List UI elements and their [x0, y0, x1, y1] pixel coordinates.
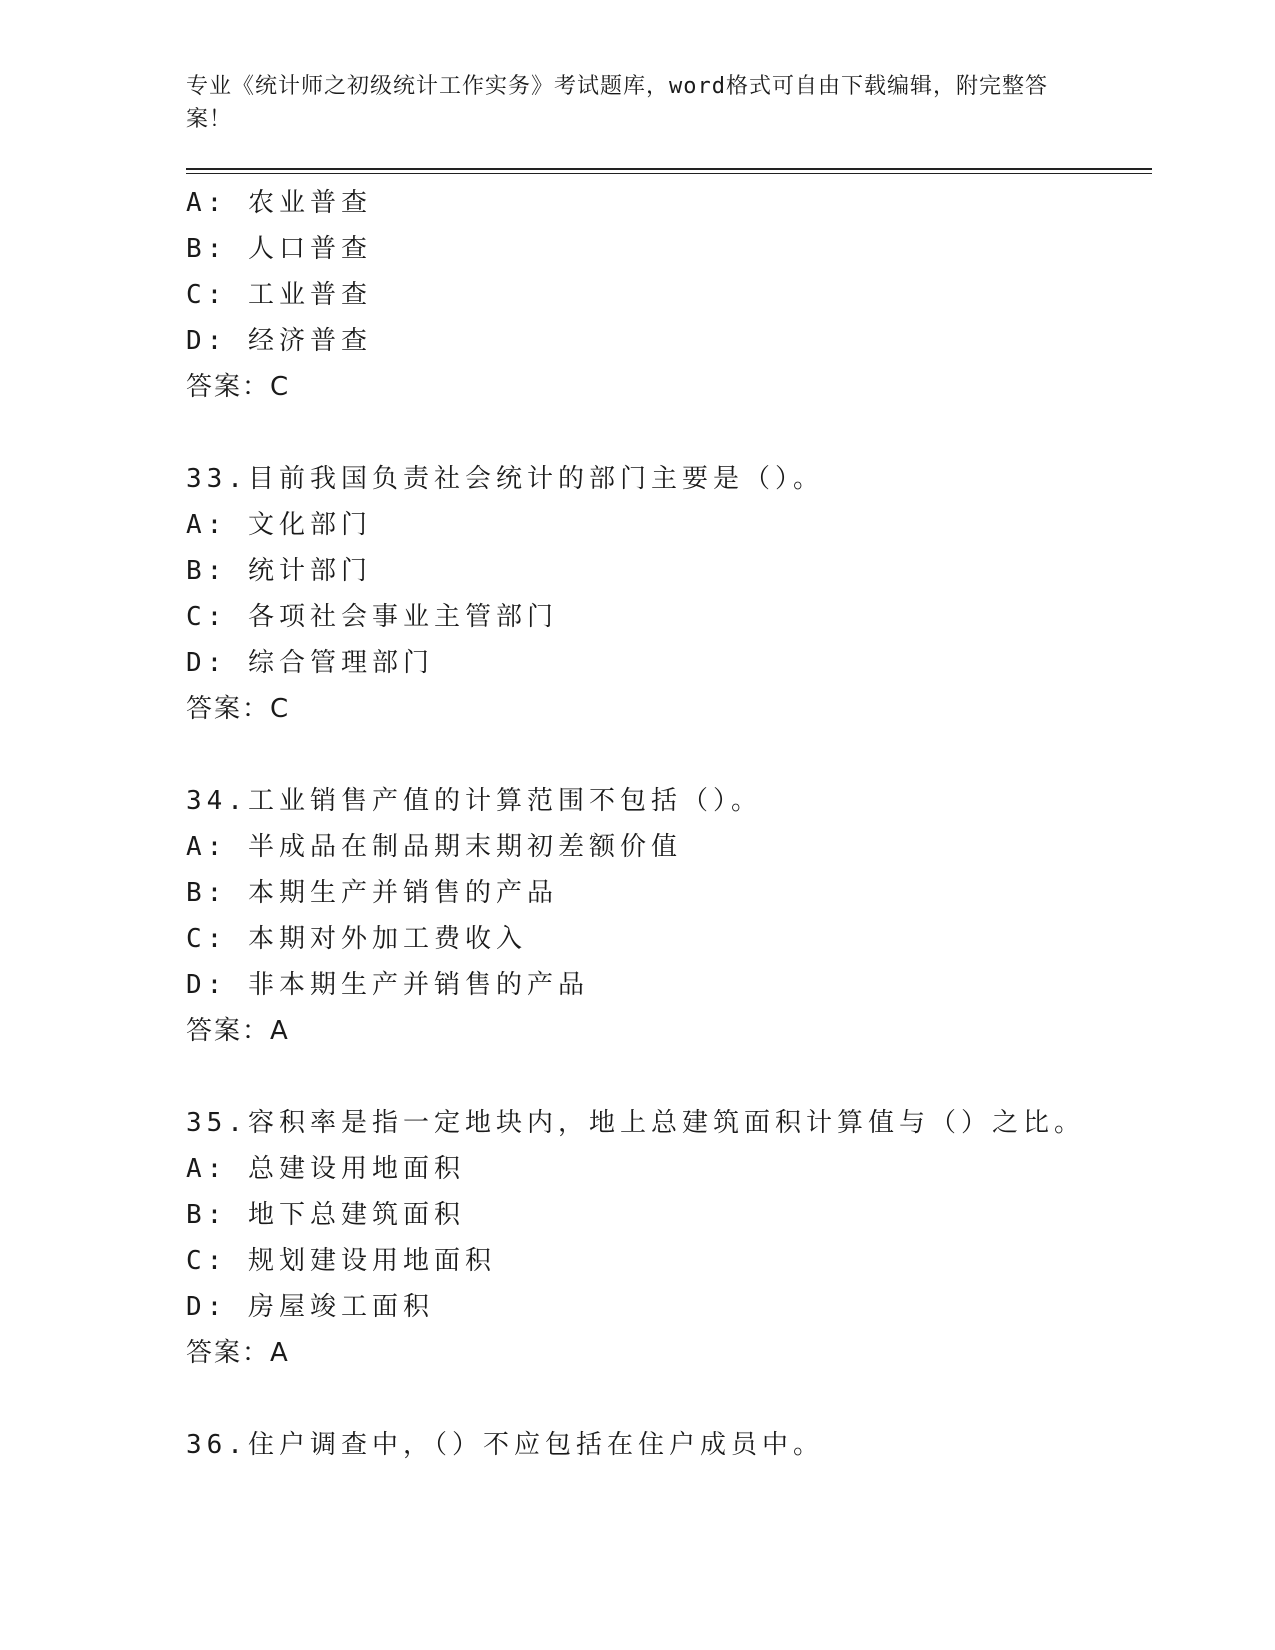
question-stem: 34.工业销售产值的计算范围不包括（）。 — [186, 786, 762, 816]
question-stem: 36.住户调查中，（）不应包括在住户成员中。 — [186, 1430, 824, 1460]
question-33 — [186, 456, 1152, 732]
question-35 — [186, 1100, 1152, 1376]
question-32-tail — [186, 180, 1152, 410]
option-a: A: 半成品在制品期末期初差额价值 — [186, 832, 682, 862]
question-stem: 33.目前我国负责社会统计的部门主要是（）。 — [186, 464, 824, 494]
question-36 — [186, 1422, 1152, 1468]
answer-line: 答案：C — [186, 372, 291, 402]
option-a: A: 总建设用地面积 — [186, 1154, 465, 1184]
option-d: D: 非本期生产并销售的产品 — [186, 970, 589, 1000]
option-a: A: 文化部门 — [186, 510, 372, 540]
option-b: B: 地下总建筑面积 — [186, 1200, 465, 1230]
option-a: A: 农业普查 — [186, 188, 372, 218]
answer-line: 答案：A — [186, 1016, 290, 1046]
option-c: C: 规划建设用地面积 — [186, 1246, 496, 1276]
question-stem: 35.容积率是指一定地块内，地上总建筑面积计算值与（）之比。 — [186, 1108, 1085, 1138]
option-c: C: 本期对外加工费收入 — [186, 924, 527, 954]
option-c: C: 工业普查 — [186, 280, 372, 310]
option-b: B: 统计部门 — [186, 556, 372, 586]
option-c: C: 各项社会事业主管部门 — [186, 602, 558, 632]
option-d: D: 房屋竣工面积 — [186, 1292, 434, 1322]
option-d: D: 综合管理部门 — [186, 648, 434, 678]
option-b: B: 本期生产并销售的产品 — [186, 878, 558, 908]
option-b: B: 人口普查 — [186, 234, 372, 264]
answer-line: 答案：C — [186, 694, 291, 724]
answer-line: 答案：A — [186, 1338, 290, 1368]
option-d: D: 经济普查 — [186, 326, 372, 356]
document-page — [186, 70, 1152, 1468]
header-divider — [186, 168, 1152, 174]
question-34 — [186, 778, 1152, 1054]
document-header: 专业《统计师之初级统计工作实务》考试题库，word格式可自由下载编辑，附完整答案！ — [186, 74, 1048, 132]
